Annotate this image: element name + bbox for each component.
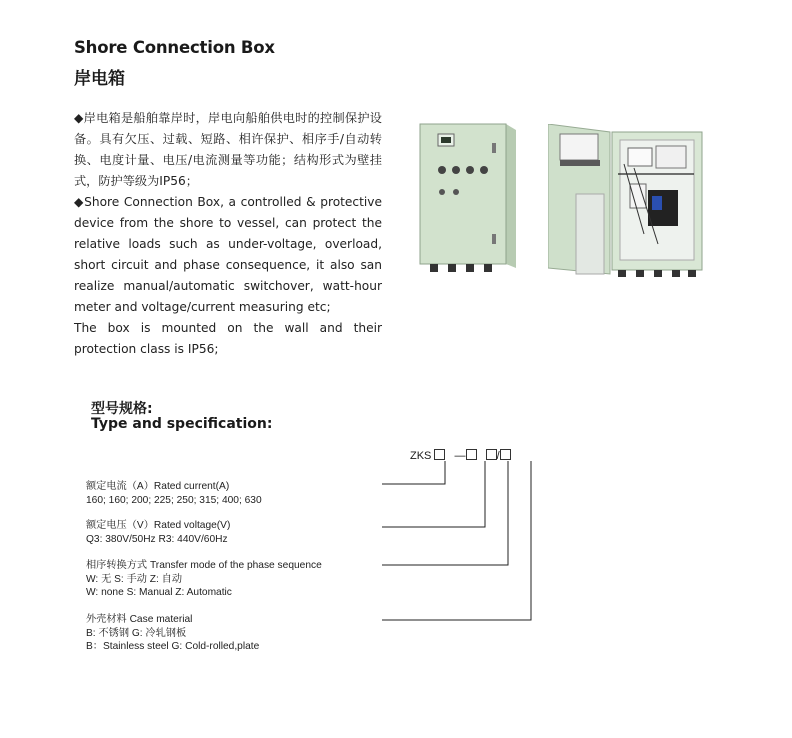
page-title-cn: 岸电箱 [74,69,125,89]
param-values-en: W: none S: Manual Z: Automatic [86,587,232,598]
param-rated-current [86,480,262,507]
param-values: 160; 160; 200; 225; 250; 315; 400; 630 [86,494,262,506]
param-values: Q3: 380V/50Hz R3: 440V/60Hz [86,533,228,545]
param-values: W: 无 S: 手动 Z: 自动 [86,573,183,585]
param-rated-voltage [86,519,230,546]
description-en-2: The box is mounted on the wall and their protection class is IP56; [74,321,382,356]
model-dash: — [454,450,466,462]
param-case-material [86,613,259,654]
param-values-en: B：Stainless steel G: Cold-rolled,plate [86,641,260,652]
model-prefix: ZKS [410,450,432,462]
spec-heading-cn: 型号规格: [91,401,153,417]
param-values: B: 不锈钢 G: 冷轧钢板 [86,627,187,639]
param-transfer-mode [86,559,322,600]
page-title-en: Shore Connection Box [74,38,275,57]
param-label: 额定电压（V）Rated voltage(V) [86,520,231,531]
param-label: 额定电流（A）Rated current(A) [86,481,230,492]
model-slash: / [496,450,500,462]
param-label: 相序转换方式 Transfer mode of the phase sequence [86,560,322,571]
description-en: ◆Shore Connection Box, a controlled & protective device from the shore to vessel, can protect the relative loads such as under-voltage, overload, short circuit and phase consequence, it also san realize manual/automatic switchover, watt-hour meter and voltage/current measuring etc; [74,195,382,314]
description-cn: ◆岸电箱是船舶靠岸时，岸电向船舶供电时的控制保护设备。具有欠压、过载、短路、相许保护、相序手/自动转换、电度计量、电压/电流测量等功能；结构形式为壁挂式，防护等级为IP56； [74,111,382,188]
param-label: 外壳材料 Case material [86,614,193,625]
spec-heading-en: Type and specification: [91,416,273,432]
